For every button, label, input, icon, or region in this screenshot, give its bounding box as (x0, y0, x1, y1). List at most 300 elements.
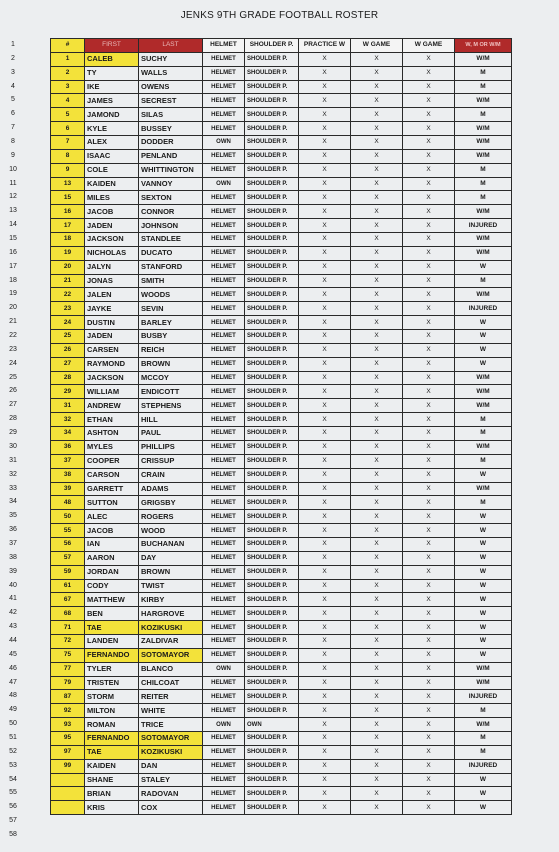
cell-helmet: HELMET (203, 579, 245, 593)
cell-first: FERNANDO (85, 731, 139, 745)
cell-wgame2: X (403, 246, 455, 260)
cell-first: KAIDEN (85, 759, 139, 773)
cell-wgame2: X (403, 621, 455, 635)
cell-wgame1: X (351, 219, 403, 233)
cell-wgame2: X (403, 302, 455, 316)
cell-helmet: HELMET (203, 593, 245, 607)
table-row (51, 108, 512, 122)
cell-num: 23 (51, 302, 85, 316)
cell-wgame2: X (403, 496, 455, 510)
cell-wgame1: X (351, 482, 403, 496)
cell-wgame2: X (403, 108, 455, 122)
cell-last: SMITH (139, 274, 203, 288)
cell-status: W (455, 468, 512, 482)
cell-helmet: HELMET (203, 440, 245, 454)
cell-num: 8 (51, 149, 85, 163)
cell-wgame1: X (351, 163, 403, 177)
cell-wgame1: X (351, 468, 403, 482)
cell-num: 4 (51, 94, 85, 108)
cell-last: JOHNSON (139, 219, 203, 233)
cell-practice: X (299, 136, 351, 150)
cell-status: W/M (455, 676, 512, 690)
cell-shoulder: SHOULDER P. (245, 496, 299, 510)
cell-practice: X (299, 177, 351, 191)
cell-practice: X (299, 482, 351, 496)
cell-last: SOTOMAYOR (139, 731, 203, 745)
cell-wgame2: X (403, 122, 455, 136)
table-row (51, 177, 512, 191)
cell-wgame1: X (351, 177, 403, 191)
cell-last: ROGERS (139, 510, 203, 524)
cell-wgame2: X (403, 177, 455, 191)
cell-first: STORM (85, 690, 139, 704)
cell-shoulder: SHOULDER P. (245, 565, 299, 579)
cell-shoulder: SHOULDER P. (245, 787, 299, 801)
cell-last: ADAMS (139, 482, 203, 496)
table-row (51, 704, 512, 718)
row-number: 25 (9, 373, 17, 381)
table-row (51, 385, 512, 399)
cell-status: W/M (455, 399, 512, 413)
cell-practice: X (299, 496, 351, 510)
cell-status: W (455, 787, 512, 801)
cell-first: CARSON (85, 468, 139, 482)
row-number: 22 (9, 332, 17, 340)
cell-practice: X (299, 163, 351, 177)
cell-shoulder: SHOULDER P. (245, 330, 299, 344)
cell-helmet: HELMET (203, 690, 245, 704)
cell-first: JACKSON (85, 371, 139, 385)
cell-shoulder: SHOULDER P. (245, 122, 299, 136)
header-row (51, 39, 512, 53)
cell-num: 21 (51, 274, 85, 288)
cell-wgame1: X (351, 621, 403, 635)
cell-practice: X (299, 551, 351, 565)
cell-last: BLANCO (139, 662, 203, 676)
cell-wgame2: X (403, 66, 455, 80)
table-row (51, 648, 512, 662)
cell-last: STANDLEE (139, 233, 203, 247)
cell-practice: X (299, 704, 351, 718)
cell-shoulder: SHOULDER P. (245, 371, 299, 385)
cell-num: 26 (51, 343, 85, 357)
row-number: 24 (9, 359, 17, 367)
table-row (51, 191, 512, 205)
cell-shoulder: SHOULDER P. (245, 260, 299, 274)
cell-wgame1: X (351, 80, 403, 94)
cell-num: 5 (51, 108, 85, 122)
table-row (51, 136, 512, 150)
cell-practice: X (299, 191, 351, 205)
cell-status: W/M (455, 122, 512, 136)
cell-first: DUSTIN (85, 316, 139, 330)
row-number: 16 (9, 248, 17, 256)
cell-last: SILAS (139, 108, 203, 122)
cell-helmet: HELMET (203, 219, 245, 233)
cell-last: WHITE (139, 704, 203, 718)
cell-first: RAYMOND (85, 357, 139, 371)
cell-num: 72 (51, 634, 85, 648)
cell-shoulder: SHOULDER P. (245, 66, 299, 80)
cell-practice: X (299, 454, 351, 468)
row-number: 5 (11, 96, 15, 104)
cell-num (51, 801, 85, 815)
table-row (51, 330, 512, 344)
cell-practice: X (299, 274, 351, 288)
header-shoulder: SHOULDER P. (245, 39, 299, 53)
cell-practice: X (299, 330, 351, 344)
cell-last: BUCHANAN (139, 537, 203, 551)
cell-helmet: HELMET (203, 385, 245, 399)
table-row (51, 66, 512, 80)
row-number: 39 (9, 567, 17, 575)
cell-wgame2: X (403, 634, 455, 648)
cell-first: LANDEN (85, 634, 139, 648)
cell-practice: X (299, 648, 351, 662)
cell-wgame2: X (403, 149, 455, 163)
cell-num: 13 (51, 177, 85, 191)
cell-last: CHILCOAT (139, 676, 203, 690)
cell-status: W/M (455, 136, 512, 150)
cell-helmet: HELMET (203, 302, 245, 316)
row-number: 11 (9, 179, 17, 187)
cell-helmet: HELMET (203, 399, 245, 413)
cell-practice: X (299, 690, 351, 704)
cell-status: M (455, 413, 512, 427)
cell-last: SEVIN (139, 302, 203, 316)
cell-wgame2: X (403, 731, 455, 745)
cell-practice: X (299, 205, 351, 219)
cell-wgame2: X (403, 427, 455, 441)
cell-num: 32 (51, 413, 85, 427)
cell-practice: X (299, 787, 351, 801)
cell-practice: X (299, 537, 351, 551)
cell-wgame1: X (351, 288, 403, 302)
table-row (51, 302, 512, 316)
cell-num: 37 (51, 454, 85, 468)
cell-shoulder: SHOULDER P. (245, 524, 299, 538)
cell-num: 22 (51, 288, 85, 302)
cell-practice: X (299, 399, 351, 413)
cell-first: GARRETT (85, 482, 139, 496)
cell-first: JAMES (85, 94, 139, 108)
cell-helmet: HELMET (203, 482, 245, 496)
cell-first: NICHOLAS (85, 246, 139, 260)
cell-status: W/M (455, 94, 512, 108)
cell-shoulder: SHOULDER P. (245, 94, 299, 108)
table-row (51, 537, 512, 551)
cell-first: JORDAN (85, 565, 139, 579)
cell-status: M (455, 731, 512, 745)
cell-wgame1: X (351, 662, 403, 676)
cell-wgame2: X (403, 759, 455, 773)
cell-shoulder: SHOULDER P. (245, 745, 299, 759)
table-row (51, 149, 512, 163)
cell-num (51, 787, 85, 801)
row-number: 51 (9, 733, 17, 741)
cell-last: DUCATO (139, 246, 203, 260)
row-number: 19 (9, 290, 17, 298)
cell-wgame2: X (403, 482, 455, 496)
row-number: 45 (9, 650, 17, 658)
row-number: 7 (11, 124, 15, 132)
cell-last: BROWN (139, 565, 203, 579)
cell-helmet: HELMET (203, 316, 245, 330)
row-number: 57 (9, 817, 17, 825)
cell-first: JALYN (85, 260, 139, 274)
cell-status: W/M (455, 718, 512, 732)
cell-num: 36 (51, 440, 85, 454)
cell-wgame1: X (351, 427, 403, 441)
cell-shoulder: SHOULDER P. (245, 634, 299, 648)
cell-last: CRAIN (139, 468, 203, 482)
cell-shoulder: SHOULDER P. (245, 621, 299, 635)
cell-shoulder: SHOULDER P. (245, 551, 299, 565)
cell-shoulder: SHOULDER P. (245, 357, 299, 371)
cell-wgame1: X (351, 371, 403, 385)
cell-status: M (455, 704, 512, 718)
cell-num: 9 (51, 163, 85, 177)
cell-num: 2 (51, 66, 85, 80)
cell-helmet: HELMET (203, 357, 245, 371)
cell-first: TY (85, 66, 139, 80)
cell-num: 61 (51, 579, 85, 593)
cell-practice: X (299, 524, 351, 538)
cell-practice: X (299, 468, 351, 482)
cell-practice: X (299, 676, 351, 690)
cell-helmet: HELMET (203, 621, 245, 635)
cell-last: WOOD (139, 524, 203, 538)
cell-shoulder: SHOULDER P. (245, 607, 299, 621)
roster-title: JENKS 9TH GRADE FOOTBALL ROSTER (180, 10, 379, 21)
cell-wgame2: X (403, 607, 455, 621)
row-number: 43 (9, 623, 17, 631)
cell-status: M (455, 80, 512, 94)
cell-wgame1: X (351, 413, 403, 427)
cell-last: ENDICOTT (139, 385, 203, 399)
cell-last: PAUL (139, 427, 203, 441)
table-row (51, 219, 512, 233)
row-number: 17 (9, 262, 17, 270)
cell-shoulder: SHOULDER P. (245, 80, 299, 94)
cell-shoulder: SHOULDER P. (245, 108, 299, 122)
cell-helmet: HELMET (203, 454, 245, 468)
cell-status: M (455, 745, 512, 759)
cell-num: 87 (51, 690, 85, 704)
row-number: 27 (9, 401, 17, 409)
cell-shoulder: SHOULDER P. (245, 316, 299, 330)
cell-shoulder: SHOULDER P. (245, 579, 299, 593)
table-row (51, 524, 512, 538)
cell-status: INJURED (455, 302, 512, 316)
cell-wgame1: X (351, 330, 403, 344)
cell-shoulder: SHOULDER P. (245, 510, 299, 524)
row-number: 35 (9, 512, 17, 520)
cell-wgame1: X (351, 66, 403, 80)
cell-wgame1: X (351, 399, 403, 413)
cell-last: PENLAND (139, 149, 203, 163)
cell-last: HILL (139, 413, 203, 427)
row-number: 32 (9, 470, 17, 478)
cell-first: JALEN (85, 288, 139, 302)
cell-last: ZALDIVAR (139, 634, 203, 648)
cell-shoulder: SHOULDER P. (245, 593, 299, 607)
cell-shoulder: SHOULDER P. (245, 759, 299, 773)
cell-status: W/M (455, 52, 512, 66)
cell-wgame1: X (351, 759, 403, 773)
cell-num: 29 (51, 385, 85, 399)
cell-wgame2: X (403, 413, 455, 427)
cell-num: 48 (51, 496, 85, 510)
cell-practice: X (299, 385, 351, 399)
cell-first: IAN (85, 537, 139, 551)
table-row (51, 399, 512, 413)
table-row (51, 759, 512, 773)
cell-practice: X (299, 357, 351, 371)
cell-status: W/M (455, 233, 512, 247)
cell-first: CARSEN (85, 343, 139, 357)
cell-status: M (455, 163, 512, 177)
cell-helmet: HELMET (203, 371, 245, 385)
cell-shoulder: SHOULDER P. (245, 662, 299, 676)
table-row (51, 551, 512, 565)
cell-wgame2: X (403, 274, 455, 288)
cell-wgame2: X (403, 690, 455, 704)
cell-wgame1: X (351, 593, 403, 607)
cell-last: KOZIKUSKI (139, 621, 203, 635)
cell-status: W/M (455, 371, 512, 385)
header-num: # (51, 39, 85, 53)
cell-helmet: HELMET (203, 551, 245, 565)
cell-practice: X (299, 122, 351, 136)
cell-num: 20 (51, 260, 85, 274)
cell-last: DAN (139, 759, 203, 773)
cell-last: TWIST (139, 579, 203, 593)
table-row (51, 482, 512, 496)
roster-table (50, 38, 512, 815)
header-status: W, M OR W/M (455, 39, 512, 53)
cell-last: COX (139, 801, 203, 815)
cell-last: STALEY (139, 773, 203, 787)
cell-wgame2: X (403, 136, 455, 150)
cell-practice: X (299, 593, 351, 607)
cell-wgame2: X (403, 676, 455, 690)
cell-last: TRICE (139, 718, 203, 732)
cell-last: KOZIKUSKI (139, 745, 203, 759)
cell-wgame2: X (403, 52, 455, 66)
cell-shoulder: SHOULDER P. (245, 274, 299, 288)
cell-helmet: OWN (203, 177, 245, 191)
table-row (51, 246, 512, 260)
table-row (51, 593, 512, 607)
cell-status: M (455, 177, 512, 191)
cell-status: W (455, 330, 512, 344)
cell-wgame1: X (351, 676, 403, 690)
cell-helmet: HELMET (203, 607, 245, 621)
cell-num: 24 (51, 316, 85, 330)
cell-practice: X (299, 316, 351, 330)
row-number: 33 (9, 484, 17, 492)
cell-status: INJURED (455, 219, 512, 233)
cell-wgame2: X (403, 773, 455, 787)
table-row (51, 690, 512, 704)
row-number: 28 (9, 415, 17, 423)
cell-first: SUTTON (85, 496, 139, 510)
cell-wgame2: X (403, 524, 455, 538)
cell-practice: X (299, 621, 351, 635)
cell-first: SHANE (85, 773, 139, 787)
cell-wgame1: X (351, 94, 403, 108)
cell-shoulder: SHOULDER P. (245, 233, 299, 247)
cell-wgame1: X (351, 524, 403, 538)
cell-num: 3 (51, 80, 85, 94)
cell-last: DODDER (139, 136, 203, 150)
cell-first: JACKSON (85, 233, 139, 247)
row-number: 26 (9, 387, 17, 395)
table-row (51, 787, 512, 801)
cell-practice: X (299, 579, 351, 593)
row-number: 14 (9, 221, 17, 229)
cell-status: W/M (455, 440, 512, 454)
cell-wgame2: X (403, 510, 455, 524)
cell-wgame2: X (403, 454, 455, 468)
table-row (51, 773, 512, 787)
cell-first: ASHTON (85, 427, 139, 441)
cell-wgame2: X (403, 551, 455, 565)
cell-last: WOODS (139, 288, 203, 302)
cell-status: W (455, 551, 512, 565)
cell-status: INJURED (455, 759, 512, 773)
roster-body (51, 52, 512, 814)
cell-practice: X (299, 302, 351, 316)
cell-first: JADEN (85, 219, 139, 233)
table-row (51, 454, 512, 468)
row-number: 20 (9, 304, 17, 312)
cell-status: W/M (455, 662, 512, 676)
cell-wgame1: X (351, 565, 403, 579)
table-row (51, 343, 512, 357)
cell-last: WHITTINGTON (139, 163, 203, 177)
cell-first: IKE (85, 80, 139, 94)
cell-first: JACOB (85, 205, 139, 219)
cell-status: M (455, 496, 512, 510)
header-helmet: HELMET (203, 39, 245, 53)
cell-practice: X (299, 510, 351, 524)
header-practice: PRACTICE W (299, 39, 351, 53)
cell-helmet: HELMET (203, 260, 245, 274)
cell-wgame2: X (403, 205, 455, 219)
cell-helmet: HELMET (203, 66, 245, 80)
cell-helmet: HELMET (203, 773, 245, 787)
cell-num: 19 (51, 246, 85, 260)
cell-practice: X (299, 343, 351, 357)
cell-last: SUCHY (139, 52, 203, 66)
row-number: 8 (11, 138, 15, 146)
table-row (51, 427, 512, 441)
cell-wgame2: X (403, 565, 455, 579)
cell-practice: X (299, 260, 351, 274)
row-number: 37 (9, 539, 17, 547)
cell-first: COOPER (85, 454, 139, 468)
cell-shoulder: SHOULDER P. (245, 149, 299, 163)
cell-wgame1: X (351, 274, 403, 288)
row-number: 46 (9, 664, 17, 672)
cell-status: W (455, 357, 512, 371)
cell-last: CRISSUP (139, 454, 203, 468)
cell-shoulder: SHOULDER P. (245, 399, 299, 413)
cell-wgame1: X (351, 690, 403, 704)
cell-status: M (455, 108, 512, 122)
